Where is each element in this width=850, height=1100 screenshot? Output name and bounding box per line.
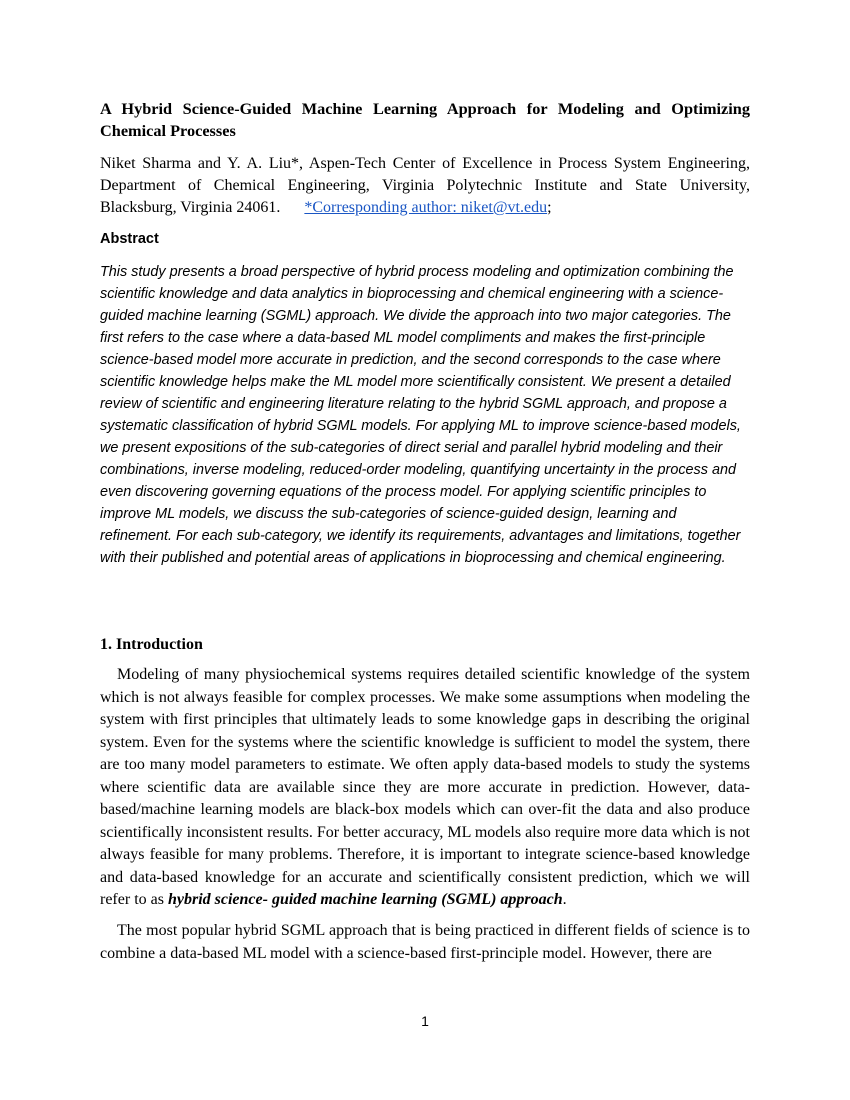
introduction-paragraph-2: The most popular hybrid SGML approach that is being practiced in different fields of science is to combine a data-based ML model with a science-based first-principle model. However, there are: [100, 922, 750, 962]
corresponding-suffix: ;: [547, 199, 552, 216]
paper-title: A Hybrid Science-Guided Machine Learning Approach for Modeling and Optimizing Chemical Processes: [100, 99, 750, 140]
paragraph-1-end: .: [562, 891, 567, 908]
introduction-paragraph-1: [100, 664, 750, 912]
section-heading-introduction: 1. Introduction: [100, 636, 203, 653]
corresponding-author-link[interactable]: *Corresponding author: niket@vt.edu: [304, 199, 548, 216]
authors-text: Niket Sharma and Y. A. Liu*, Aspen-Tech Center of Excellence in Process System Engineering, Department of Chemical Engineering, Virginia Polytechnic Institute and State University, Blacksburg, Virginia 24061.: [100, 155, 750, 216]
paragraph-1-emphasis: hybrid science- guided machine learning (SGML) approach: [167, 891, 563, 908]
abstract-text: This study presents a broad perspective of hybrid process modeling and optimization combining the scientific knowledge and data analytics in bioprocessing and chemical engineering with a science-guided machine learning (SGML) approach. We divide the approach into two major categories. The first refers to the case where a data-based ML model compliments and makes the first-principle science-based model more accurate in prediction, and the second corresponds to the case where scientific knowledge helps make the ML model more scientifically consistent. We present a detailed review of scientific and engineering literature relating to the hybrid SGML approach, and propose a systematic classification of hybrid SGML models. For applying ML to improve science-based models, we present expositions of the sub-categories of direct serial and parallel hybrid modeling and their combinations, inverse modeling, reduced-order modeling, quantifying uncertainty in the process and even discovering governing equations of the process model. For applying scientific principles to improve ML models, we discuss the sub-categories of science-guided design, learning and refinement. For each sub-category, we identify its requirements, advantages and limitations, together with their published and potential areas of applications in bioprocessing and chemical engineering.: [100, 264, 741, 566]
abstract-heading: Abstract: [100, 231, 159, 247]
page-number: 1: [421, 1013, 429, 1029]
author-affiliation: [100, 153, 750, 219]
paragraph-1-text: Modeling of many physiochemical systems requires detailed scientific knowledge of the system which is not always feasible for complex processes. We make some assumptions when modeling the system with first principles that ultimately leads to some knowledge gaps in describing the original system. Even for the systems where the scientific knowledge is sufficient to model the system, there are too many model parameters to estimate. We often apply data-based models to study the systems where scientific data are available since they are more accurate in prediction. However, data-based/machine learning models are black-box models which can over-fit the data and also produce scientifically inconsistent results. For better accuracy, ML models also require more data which is not always feasible for many problems. Therefore, it is important to integrate science-based knowledge and data-based knowledge for an accurate and scientifically consistent prediction, which we will refer to as: [100, 666, 750, 908]
